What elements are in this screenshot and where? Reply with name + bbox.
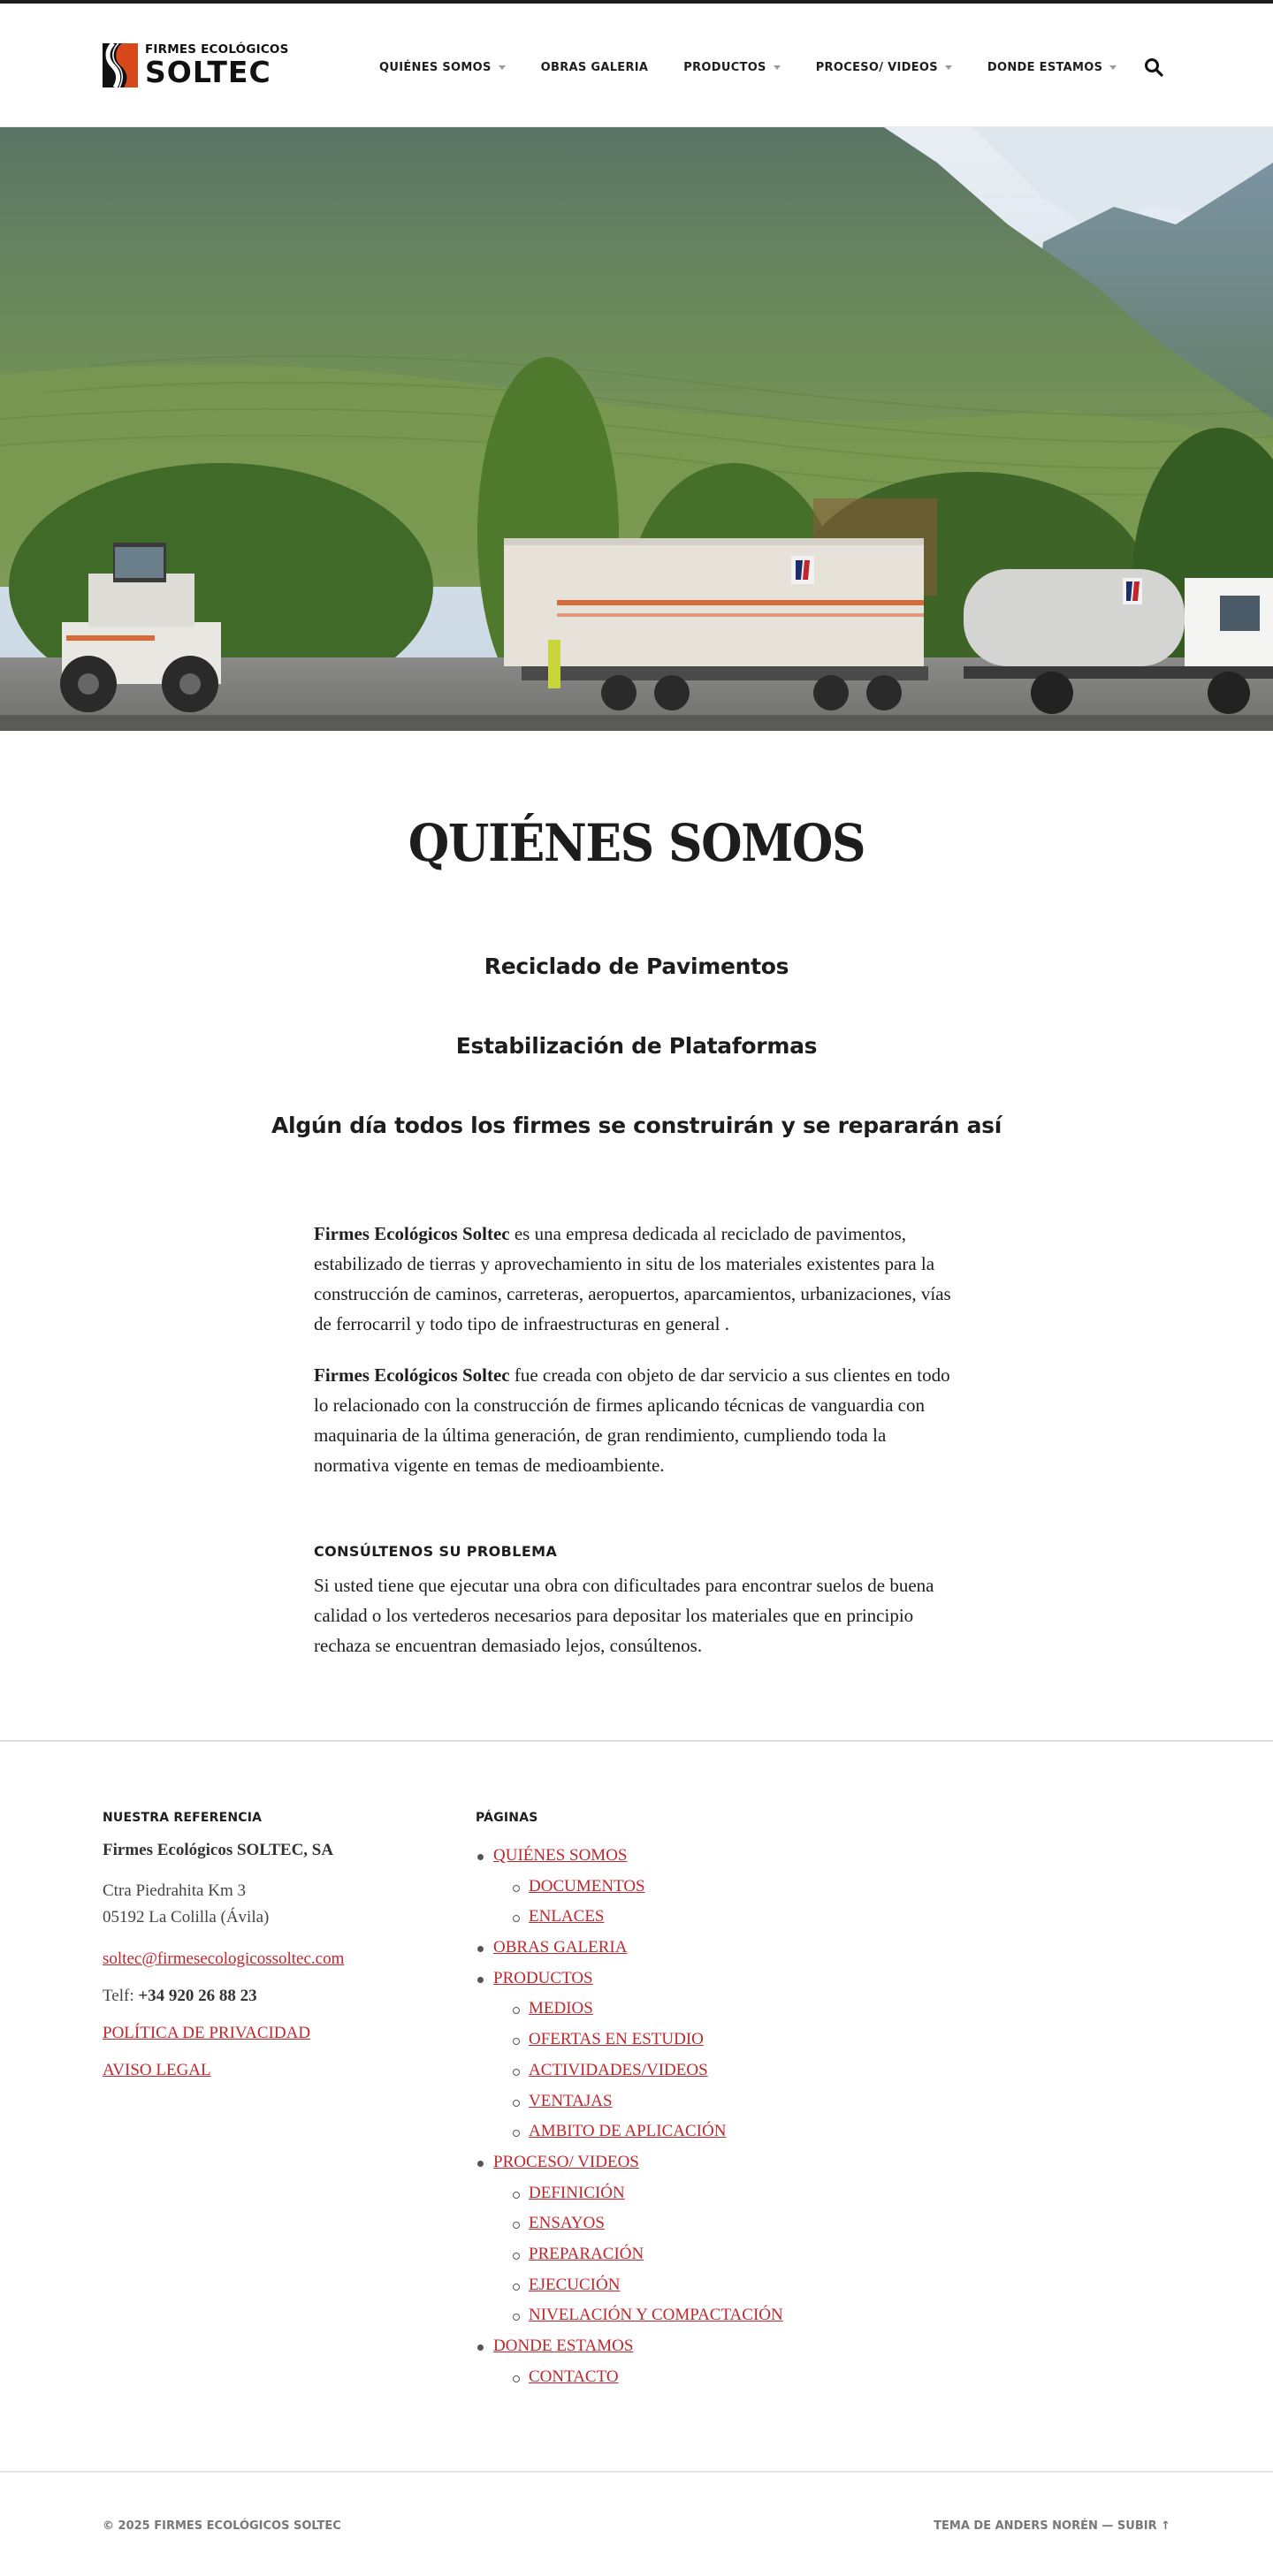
subheadings	[0, 954, 1273, 1139]
company-name-bold: Firmes Ecológicos Soltec	[314, 1222, 510, 1244]
hero-image	[0, 127, 1273, 731]
footer-pages-widget	[476, 1811, 918, 2471]
paragraph-intro	[314, 1219, 959, 1339]
main-nav	[379, 57, 1152, 78]
caret-down-icon	[499, 65, 506, 70]
site-header	[0, 4, 1273, 127]
nav-label: PROCESO/ VIDEOS	[815, 60, 938, 74]
nav-label: DONDE ESTAMOS	[987, 60, 1103, 74]
address	[103, 1878, 476, 1932]
logo-text-line1: FIRMES ECOLÓGICOS	[145, 42, 289, 57]
credits-separator: —	[1097, 2519, 1117, 2533]
company-name: Firmes Ecológicos SOLTEC, SA	[103, 1840, 334, 1859]
paragraph-text: es una empresa dedicada al reciclado de pavimentos, estabilizado de tierras y aprovechamiento in situ de los materiales existentes para la construcción de caminos, carreteras, aeropuertos, aparcamientos, urbanizaciones, vías de ferrocarril y todo tipo de infraestructuras en general .	[314, 1222, 951, 1334]
legal-notice-link[interactable]: AVISO LEGAL	[103, 2060, 211, 2079]
page-link-definicion[interactable]: DEFINICIÓN	[529, 2183, 625, 2202]
company-name-bold: Firmes Ecológicos Soltec	[314, 1364, 510, 1386]
page-link-productos[interactable]: PRODUCTOS	[493, 1968, 593, 1987]
page-link-contacto[interactable]: CONTACTO	[529, 2367, 619, 2386]
site-logo[interactable]	[103, 42, 289, 88]
soltec-logo-icon	[103, 43, 138, 87]
page-link-enlaces[interactable]: ENLACES	[529, 1907, 605, 1926]
caret-down-icon	[774, 65, 781, 70]
caret-down-icon	[945, 65, 952, 70]
address-line1: Ctra Piedrahita Km 3	[103, 1881, 246, 1900]
page-link-quienes-somos[interactable]: QUIÉNES SOMOS	[493, 1845, 628, 1865]
search-icon[interactable]	[1143, 57, 1164, 78]
page-link-proceso-videos[interactable]: PROCESO/ VIDEOS	[493, 2152, 639, 2171]
page-link-actividades-videos[interactable]: ACTIVIDADES/VIDEOS	[529, 2060, 708, 2079]
subhead-estabilizacion: Estabilización de Plataformas	[455, 1032, 818, 1059]
nav-item-proceso-videos[interactable]	[816, 61, 952, 74]
page-link-donde-estamos[interactable]: DONDE ESTAMOS	[493, 2337, 634, 2356]
page-link-medios[interactable]: MEDIOS	[529, 1999, 593, 2018]
phone	[103, 1987, 476, 2006]
widget-heading: NUESTRA REFERENCIA	[103, 1810, 263, 1825]
paragraph-mission	[314, 1360, 959, 1480]
site-credits	[0, 2473, 1273, 2552]
page-title: QUIÉNES SOMOS	[408, 813, 865, 873]
email-link[interactable]: soltec@firmesecologicossoltec.com	[103, 1949, 345, 1968]
nav-item-donde-estamos[interactable]	[987, 61, 1117, 74]
phone-number: +34 920 26 88 23	[138, 1986, 257, 2005]
nav-item-obras-galeria[interactable]	[541, 61, 649, 74]
page-link-ambito-de-aplicacion[interactable]: AMBITO DE APLICACIÓN	[529, 2122, 727, 2141]
pages-list	[476, 1841, 918, 2393]
caret-down-icon	[1109, 65, 1117, 70]
theme-credits	[934, 2519, 1170, 2533]
nav-label: OBRAS GALERIA	[540, 60, 649, 74]
site-footer-widgets	[0, 1742, 1273, 2471]
page-link-ejecucion[interactable]: EJECUCIÓN	[529, 2275, 621, 2294]
page-link-ventajas[interactable]: VENTAJAS	[529, 2091, 613, 2110]
page-link-ofertas-en-estudio[interactable]: OFERTAS EN ESTUDIO	[529, 2030, 704, 2049]
main-content	[0, 731, 1273, 1660]
page-link-documentos[interactable]: DOCUMENTOS	[529, 1876, 645, 1896]
copyright-text: © 2025 FIRMES ECOLÓGICOS SOLTEC	[103, 2519, 341, 2533]
theme-author-link[interactable]: TEMA DE ANDERS NORÉN	[934, 2519, 1098, 2533]
page-link-preparacion[interactable]: PREPARACIÓN	[529, 2245, 644, 2264]
page-link-nivelacion-y-compactacion[interactable]: NIVELACIÓN Y COMPACTACIÓN	[529, 2306, 783, 2325]
page-link-ensayos[interactable]: ENSAYOS	[529, 2214, 605, 2233]
paragraph-consultenos: Si usted tiene que ejecutar una obra con dificultades para encontrar suelos de buena calidad o los vertederos necesarios para depositar los materiales que en principio rechaza se encuentran demasiado lejos, consúltenos.	[314, 1574, 934, 1656]
paragraph-text: fue creada con objeto de dar servicio a sus clientes en todo lo relacionado con la construcción de firmes aplicando técnicas de vanguardia con maquinaria de la última generación, de gran rendimiento, cumpliendo toda la normativa vigente en temas de medioambiente.	[314, 1364, 950, 1476]
subhead-slogan: Algún día todos los firmes se construirán y se repararán así	[271, 1112, 1002, 1138]
privacy-policy-link[interactable]: POLÍTICA DE PRIVACIDAD	[103, 2023, 311, 2042]
page-link-obras-galeria[interactable]: OBRAS GALERIA	[493, 1937, 628, 1957]
logo-text-line2: SOLTEC	[145, 54, 271, 89]
nav-item-productos[interactable]	[683, 61, 780, 74]
nav-item-quienes-somos[interactable]	[379, 61, 506, 74]
section-heading-consultenos: CONSÚLTENOS SU PROBLEMA	[314, 1542, 558, 1560]
phone-label: Telf:	[103, 1986, 139, 2005]
body-text	[314, 1219, 959, 1660]
subhead-reciclado: Reciclado de Pavimentos	[484, 953, 789, 979]
widget-heading: PÁGINAS	[476, 1810, 538, 1825]
address-line2: 05192 La Colilla (Ávila)	[103, 1908, 270, 1927]
nav-label: PRODUCTOS	[683, 60, 766, 74]
nav-label: QUIÉNES SOMOS	[379, 60, 492, 74]
back-to-top-link[interactable]: SUBIR ↑	[1117, 2519, 1170, 2533]
footer-reference-widget	[103, 1811, 476, 2471]
